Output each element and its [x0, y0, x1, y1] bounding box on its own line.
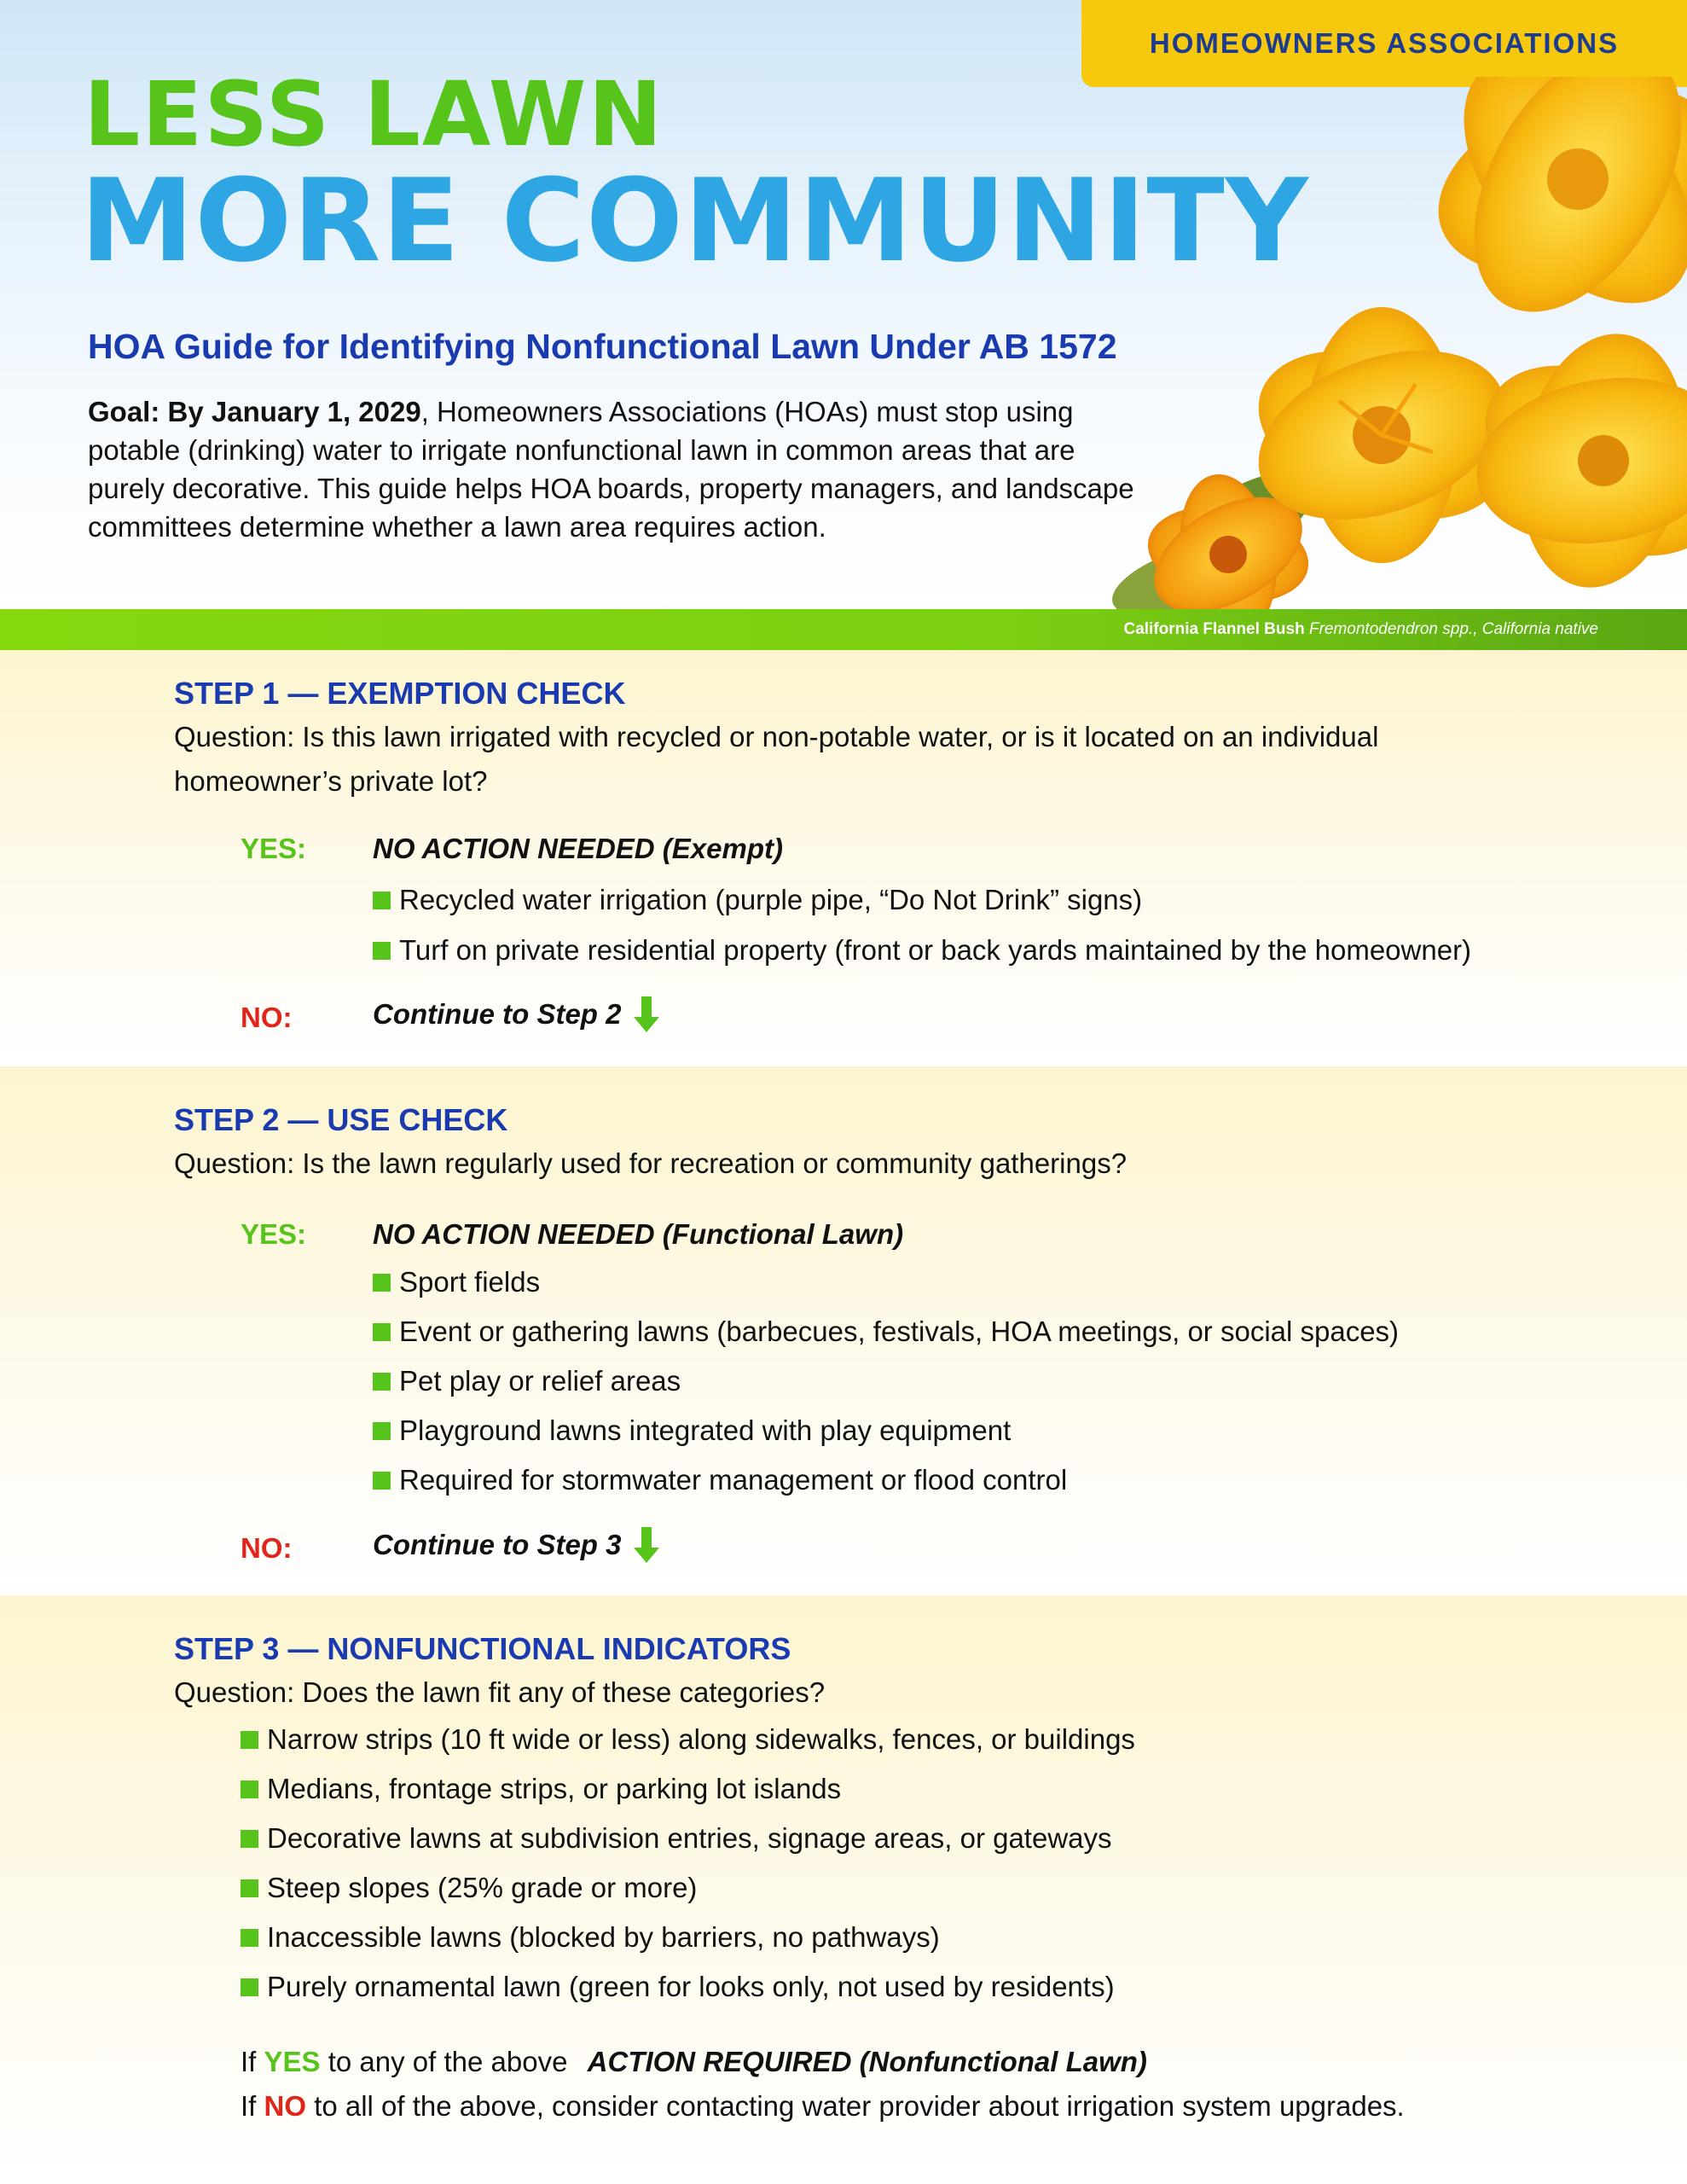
green-square-bullet: [373, 1274, 391, 1292]
flannel-bush-flower-image: [1100, 77, 1687, 609]
list-item: [373, 1365, 681, 1397]
list-item: [241, 1773, 841, 1805]
step-1-no-verdict: [373, 996, 659, 1032]
bullet-text: Required for stormwater management or flood control: [399, 1464, 1068, 1496]
if-yes-result: [241, 2046, 1147, 2078]
goal-label: Goal: By January 1, 2029: [88, 396, 421, 427]
list-item: [373, 1316, 1399, 1348]
list-item: [373, 1464, 1067, 1496]
step-2-question: Question: Is the lawn regularly used for recreation or community gatherings?: [174, 1147, 1128, 1179]
step-2-no-verdict: [373, 1527, 659, 1563]
if-yes-prefix: If: [241, 2046, 257, 2077]
green-square-bullet: [373, 1373, 391, 1391]
category-tag: HOMEOWNERS ASSOCIATIONS: [1081, 0, 1687, 87]
bullet-text: Playground lawns integrated with play equipment: [399, 1414, 1012, 1446]
green-square-bullet: [373, 892, 391, 909]
step-3-question: Question: Does the lawn fit any of these categories?: [174, 1676, 826, 1708]
green-square-bullet: [373, 1323, 391, 1341]
list-item: [241, 1822, 1112, 1855]
bullet-text: Recycled water irrigation (purple pipe, “Do Not Drink” signs): [399, 884, 1143, 915]
step-2-no-label: NO:: [241, 1532, 293, 1564]
header: [0, 0, 1687, 609]
action-required-label: ACTION REQUIRED (Nonfunctional Lawn): [587, 2046, 1147, 2077]
green-square-bullet: [373, 1422, 391, 1440]
list-item: [241, 1723, 1135, 1756]
bullet-text: Event or gathering lawns (barbecues, festivals, HOA meetings, or social spaces): [399, 1316, 1400, 1347]
step-2-yes-label: YES:: [241, 1218, 307, 1250]
step-2-section: [0, 1066, 1687, 1595]
caption-common-name: California Flannel Bush: [1123, 620, 1305, 638]
step-2-title: STEP 2 — USE CHECK: [174, 1102, 508, 1137]
step-3-title: STEP 3 — NONFUNCTIONAL INDICATORS: [174, 1631, 791, 1666]
if-yes-word: YES: [264, 2046, 321, 2077]
list-item: [373, 1414, 1011, 1447]
bullet-text: Sport fields: [399, 1266, 541, 1298]
list-item: [241, 1971, 1115, 2003]
photo-caption: [1123, 620, 1598, 639]
green-square-bullet: [241, 1879, 258, 1897]
goal-paragraph: [88, 392, 1145, 546]
list-item: [373, 934, 1471, 967]
green-square-bullet: [373, 942, 391, 960]
green-square-bullet: [241, 1978, 258, 1996]
bullet-text: Narrow strips (10 ft wide or less) along sidewalks, fences, or buildings: [267, 1723, 1135, 1755]
bullet-text: Decorative lawns at subdivision entries, signage areas, or gateways: [267, 1822, 1112, 1854]
step-2-no-verdict-text: Continue to Step 3: [373, 1529, 622, 1560]
guide-subtitle: HOA Guide for Identifying Nonfunctional Lawn Under AB 1572: [88, 327, 1117, 366]
list-item: [373, 1266, 540, 1298]
goal-text: , Homeowners Associations (HOAs) must stop using potable (drinking) water to irrigate nonfunctional lawn in common areas that are purely decorative. This guide helps HOA boards, property managers, and landscape committees determine whether a lawn area requires action.: [88, 396, 1134, 543]
step-1-no-verdict-text: Continue to Step 2: [373, 998, 622, 1030]
if-no-result: [241, 2090, 1405, 2123]
step-1-title: STEP 1 — EXEMPTION CHECK: [174, 676, 626, 711]
title-line-2: MORE COMMUNITY: [80, 154, 1309, 288]
bullet-text: Purely ornamental lawn (green for looks only, not used by residents): [267, 1971, 1115, 2002]
if-yes-middle: to any of the above: [328, 2046, 568, 2077]
step-3-section: [0, 1595, 1687, 2184]
list-item: [373, 884, 1142, 916]
list-item: [241, 1921, 940, 1954]
title-line-1: LESS LAWN: [84, 62, 664, 166]
if-no-prefix: If: [241, 2090, 257, 2122]
green-square-bullet: [241, 1830, 258, 1848]
green-square-bullet: [373, 1472, 391, 1490]
step-2-yes-verdict: NO ACTION NEEDED (Functional Lawn): [373, 1218, 904, 1250]
bullet-text: Medians, frontage strips, or parking lot islands: [267, 1773, 842, 1804]
step-1-yes-verdict: NO ACTION NEEDED (Exempt): [373, 833, 783, 864]
down-arrow-icon: [634, 1527, 659, 1563]
bullet-text: Inaccessible lawns (blocked by barriers, no pathways): [267, 1921, 940, 1953]
if-no-word: NO: [264, 2090, 307, 2122]
bullet-text: Pet play or relief areas: [399, 1365, 681, 1397]
bullet-text: Turf on private residential property (front or back yards maintained by the homeowner): [399, 934, 1472, 966]
step-1-no-label: NO:: [241, 1002, 293, 1033]
green-square-bullet: [241, 1780, 258, 1798]
bullet-text: Steep slopes (25% grade or more): [267, 1872, 698, 1903]
down-arrow-icon: [634, 996, 659, 1032]
if-no-text: to all of the above, consider contacting water provider about irrigation system upgrades.: [314, 2090, 1405, 2122]
green-square-bullet: [241, 1929, 258, 1947]
step-1-question: Question: Is this lawn irrigated with recycled or non-potable water, or is it located on an individual homeowner’s private lot?: [174, 721, 1379, 797]
list-item: [241, 1872, 697, 1904]
step-1-section: [0, 650, 1687, 1066]
green-square-bullet: [241, 1731, 258, 1749]
step-1-yes-label: YES:: [241, 833, 307, 864]
caption-scientific-name: Fremontodendron spp., California native: [1308, 620, 1598, 638]
